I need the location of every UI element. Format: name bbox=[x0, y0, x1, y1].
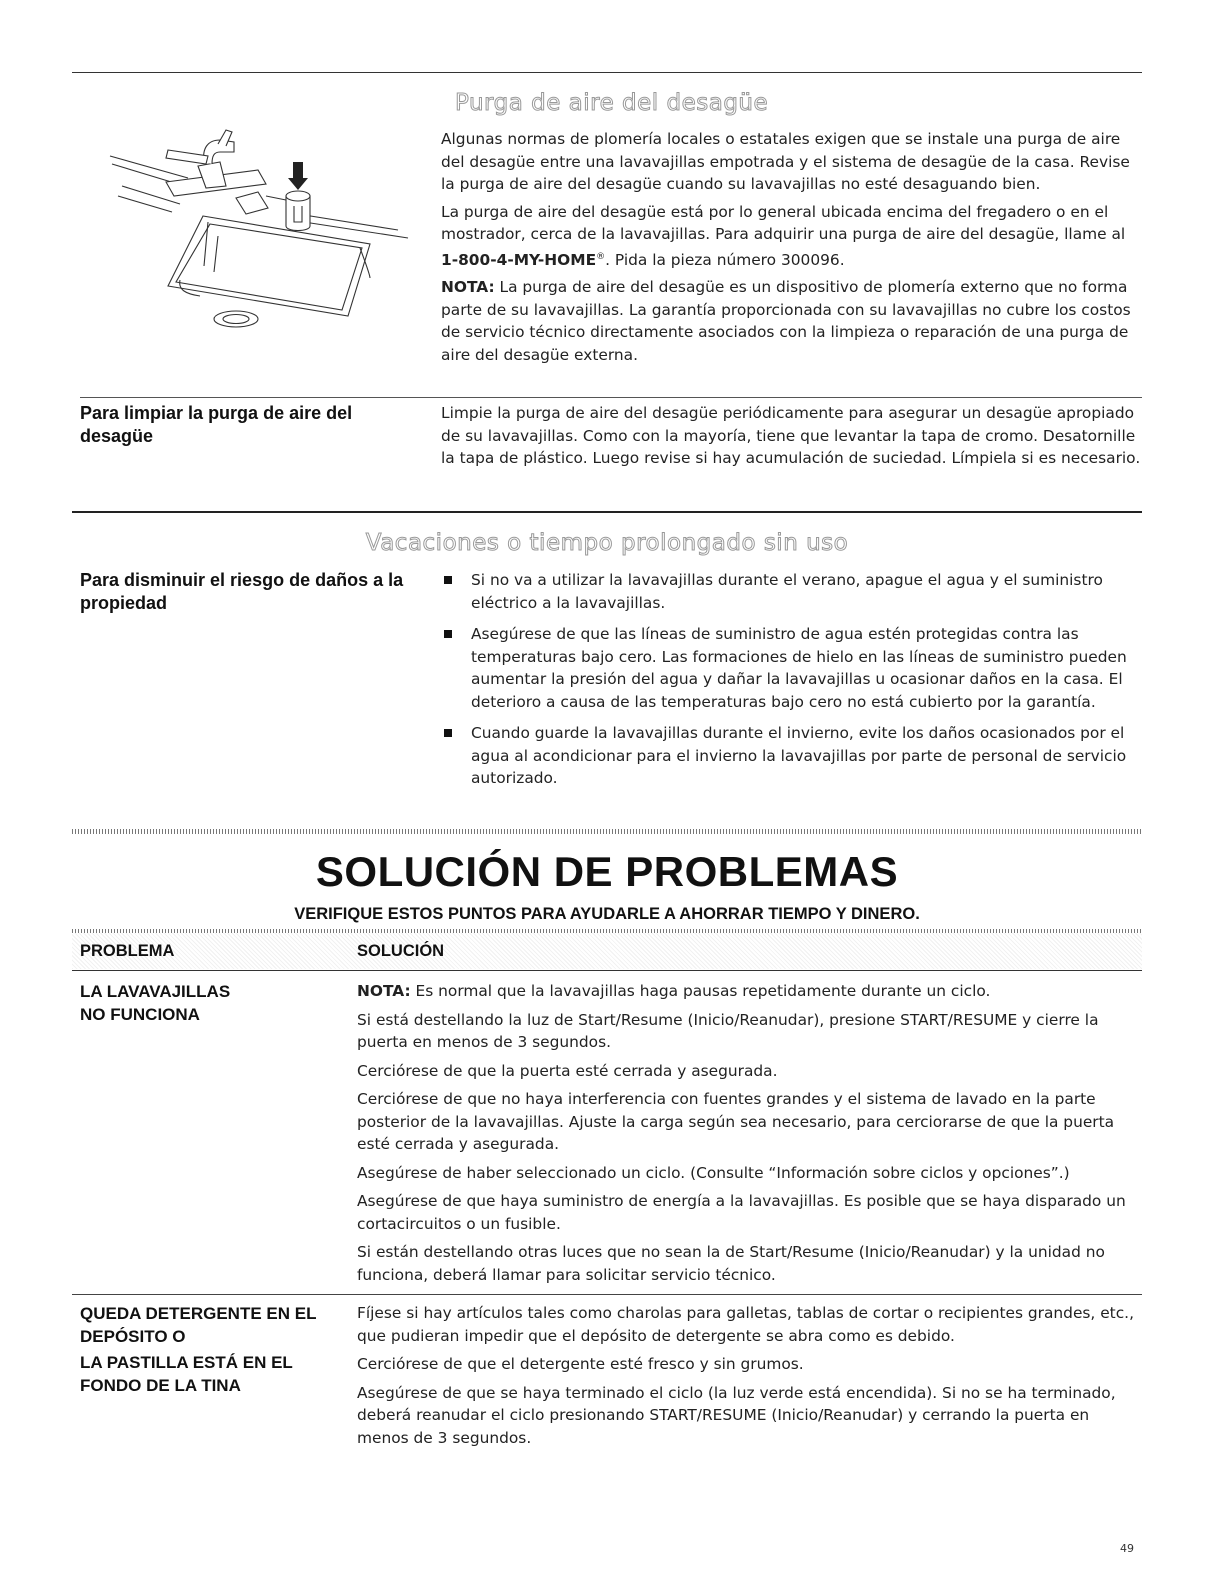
solution-item: Asegúrese de que se haya terminado el ciclo (la luz verde está encendida). Si no se ha terminado, deberá reanudar el ciclo presionando START/RESUME (Inicio/Reanudar) y cerrando la puerta en menos de 3 segundos. bbox=[357, 1383, 1116, 1447]
phone-after-text: . Pida la pieza número 300096. bbox=[605, 250, 845, 269]
vacation-bullet bbox=[441, 722, 1141, 790]
clean-air-gap-body bbox=[441, 402, 1141, 475]
air-gap-paragraph-2 bbox=[441, 201, 1131, 272]
solution-note-text: Es normal que la lavavajillas haga pausas repetidamente durante un ciclo. bbox=[410, 982, 991, 1000]
vacation-bullet-text: Cuando guarde la lavavajillas durante el invierno, evite los daños ocasionados por el agua al acondicionar para el invierno la lavavajillas por parte de personal de servicio autorizado. bbox=[471, 724, 1127, 787]
air-gap-paragraph-1: Algunas normas de plomería locales o estatales exigen que se instale una purga de aire del desagüe entre una lavavajillas empotrada y el sistema de desagüe de la casa. Revise la purga de aire del desagüe cuando su lavavajillas no esté desaguando bien. bbox=[441, 130, 1130, 193]
solution-item: Si están destellando otras luces que no sean la de Start/Resume (Inicio/Reanudar) y la unidad no funciona, deberá llamar para solicitar servicio técnico. bbox=[357, 1243, 1105, 1284]
column-header-solution: SOLUCIÓN bbox=[357, 942, 445, 960]
phone-number: 1-800-4-MY-HOME bbox=[441, 250, 597, 269]
clean-air-gap-text: Limpie la purga de aire del desagüe periódicamente para asegurar un desagüe apropiado de su lavavajillas. Como con la mayoría, tiene que levantar la tapa de cromo. Desatornille la tapa de plástico. Luego revise si hay acumulación de suciedad. Límpiela si es necesario. bbox=[441, 404, 1141, 467]
table-header-rule bbox=[72, 970, 1142, 971]
vacation-heading: Para disminuir el riesgo de daños a la propiedad bbox=[80, 570, 404, 613]
solution-item: Fíjese si hay artículos tales como charolas para galletas, tablas de cortar o recipientes grandes, etc., que pudieran impedir que el depósito de detergente se abra como es debido. bbox=[357, 1304, 1134, 1345]
row-divider-rule bbox=[72, 1294, 1142, 1295]
troubleshooting-subtitle: VERIFIQUE ESTOS PUNTOS PARA AYUDARLE A AHORRAR TIEMPO Y DINERO. bbox=[294, 905, 920, 923]
vacation-top-rule bbox=[72, 511, 1142, 513]
problem-cell bbox=[80, 980, 340, 1026]
problem-line: FONDO DE LA TINA bbox=[80, 1376, 241, 1395]
problem-line: QUEDA DETERGENTE EN EL bbox=[80, 1304, 317, 1323]
clean-air-gap-heading: Para limpiar la purga de aire del desagüe bbox=[80, 403, 353, 446]
sink-air-gap-illustration bbox=[108, 126, 413, 341]
solution-cell bbox=[357, 980, 1142, 1292]
problem-line: LA PASTILLA ESTÁ EN EL bbox=[80, 1353, 293, 1372]
solution-note-label: NOTA: bbox=[357, 982, 411, 1000]
vacation-bullet-text: Asegúrese de que las líneas de suministro de agua estén protegidas contra las temperaturas bajo cero. Las formaciones de hielo en las líneas de suministro pueden aumentar la presión del agua y dañar la lavavajillas u ocasionar daños en la casa. El deterioro a causa de las temperaturas bajo cero no está cubierto por la garantía. bbox=[471, 625, 1127, 711]
square-bullet-icon bbox=[444, 729, 452, 737]
solution-item: Cerciórese de que el detergente esté fresco y sin grumos. bbox=[357, 1355, 804, 1373]
section-title-vacation: Vacaciones o tiempo prolongado sin uso bbox=[365, 530, 849, 556]
vacation-bullet-text: Si no va a utilizar la lavavajillas durante el verano, apague el agua y el suministro eléctrico a la lavavajillas. bbox=[471, 571, 1103, 612]
solution-item: Asegúrese de que haya suministro de energía a la lavavajillas. Es posible que se haya disparado un cortacircuitos o un fusible. bbox=[357, 1192, 1126, 1233]
vacation-bullet bbox=[441, 623, 1141, 713]
square-bullet-icon bbox=[444, 576, 452, 584]
air-gap-note bbox=[441, 276, 1131, 366]
solution-item: Si está destellando la luz de Start/Resume (Inicio/Reanudar), presione START/RESUME y cierre la puerta en menos de 3 segundos. bbox=[357, 1010, 1099, 1051]
air-gap-paragraph-2-text: La purga de aire del desagüe está por lo general ubicada encima del fregadero o en el mostrador, cerca de la lavavajillas. Para adquirir una purga de aire del desagüe, llame al bbox=[441, 202, 1126, 243]
hatched-separator bbox=[72, 829, 1142, 834]
registered-mark: ® bbox=[596, 251, 606, 262]
solution-item: Cerciórese de que la puerta esté cerrada y asegurada. bbox=[357, 1061, 778, 1080]
page-number: 49 bbox=[1120, 1542, 1134, 1555]
problem-line: LA LAVAVAJILLAS bbox=[80, 982, 231, 1001]
clean-divider-rule bbox=[80, 397, 1142, 398]
solution-note bbox=[357, 980, 1142, 1003]
solution-item: Cerciórese de que no haya interferencia con fuentes grandes y el sistema de lavado en la parte posterior de la lavavajillas. Ajuste la carga según sea necesario, para cerciorarse de que la puerta esté cerrada y asegurada. bbox=[357, 1090, 1115, 1153]
square-bullet-icon bbox=[444, 630, 452, 638]
vacation-bullets-container bbox=[441, 569, 1141, 799]
problem-line: DEPÓSITO O bbox=[80, 1327, 186, 1346]
air-gap-note-text: La purga de aire del desagüe es un dispositivo de plomería externo que no forma parte de su lavavajillas. La garantía proporcionada con su lavavajillas no cubre los costos de servicio técnico directamente asociados con la limpieza o reparación de una purga de aire del desagüe externa. bbox=[441, 278, 1131, 364]
vacation-bullet-list bbox=[441, 569, 1141, 790]
problem-cell bbox=[80, 1302, 340, 1397]
top-rule bbox=[72, 72, 1142, 73]
air-gap-note-label: NOTA: bbox=[441, 278, 495, 297]
solution-cell bbox=[357, 1302, 1142, 1455]
drain-air-gap-body bbox=[441, 128, 1131, 371]
solution-item: Asegúrese de haber seleccionado un ciclo. (Consulte “Información sobre ciclos y opciones”.) bbox=[357, 1163, 1070, 1182]
problem-line: NO FUNCIONA bbox=[80, 1005, 200, 1024]
troubleshooting-title: SOLUCIÓN DE PROBLEMAS bbox=[315, 848, 899, 895]
vacation-bullet bbox=[441, 569, 1141, 614]
section-title-drain-air-gap: Purga de aire del desagüe bbox=[455, 90, 769, 116]
table-header-band bbox=[72, 933, 1142, 969]
column-header-problem: PROBLEMA bbox=[80, 942, 175, 960]
